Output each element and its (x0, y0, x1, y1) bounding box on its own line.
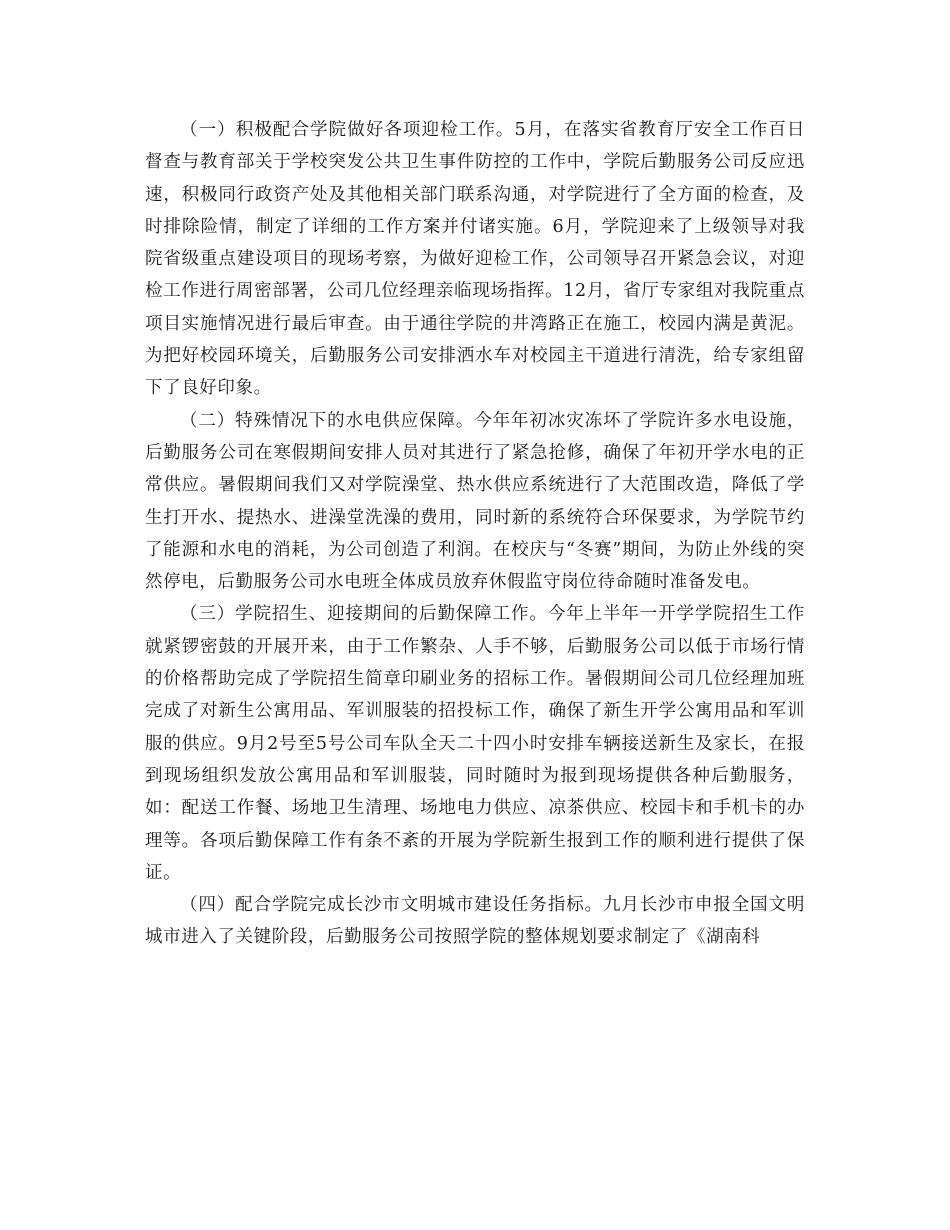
paragraph-1: （一）积极配合学院做好各项迎检工作。5月，在落实省教育厅安全工作百日督查与教育部关于学校突发公共卫生事件防控的工作中，学院后勤服务公司反应迅速，积极同行政资产处及其他相关部门联系沟通，对学院进行了全方面的检查，及时排除险情，制定了详细的工作方案并付诸实施。6月，学院迎来了上级领导对我院省级重点建设项目的现场考察，为做好迎检工作，公司领导召开紧急会议，对迎检工作进行周密部署，公司几位经理亲临现场指挥。12月，省厅专家组对我院重点项目实施情况进行最后审查。由于通往学院的井湾路正在施工，校园内满是黄泥。为把好校园环境关，后勤服务公司安排洒水车对校园主干道进行清洗，给专家组留下了良好印象。 (145, 120, 805, 399)
paragraph-2: （二）特殊情况下的水电供应保障。今年年初冰灾冻坏了学院许多水电设施，后勤服务公司在寒假期间安排人员对其进行了紧急抢修，确保了年初开学水电的正常供应。暑假期间我们又对学院澡堂、热水供应系统进行了大范围改造，降低了学生打开水、提热水、进澡堂洗澡的费用，同时新的系统符合环保要求，为学院节约了能源和水电的消耗，为公司创造了利润。在校庆与“冬赛”期间，为防止外线的突然停电，后勤服务公司水电班全体成员放弃休假监守岗位待命随时准备发电。 (145, 410, 805, 593)
paragraph-4: （四）配合学院完成长沙市文明城市建设任务指标。九月长沙市申报全国文明城市进入了关键阶段，后勤服务公司按照学院的整体规划要求制定了《湖南科 (145, 895, 805, 948)
document-body (145, 114, 805, 954)
paragraph-3: （三）学院招生、迎接期间的后勤保障工作。今年上半年一开学学院招生工作就紧锣密鼓的开展开来，由于工作繁杂、人手不够，后勤服务公司以低于市场行情的价格帮助完成了学院招生简章印刷业务的招标工作。暑假期间公司几位经理加班完成了对新生公寓用品、军训服装的招投标工作，确保了新生开学公寓用品和军训服的供应。9月2号至5号公司车队全天二十四小时安排车辆接送新生及家长，在报到现场组织发放公寓用品和军训服装，同时随时为报到现场提供各种后勤服务，如：配送工作餐、场地卫生清理、场地电力供应、凉茶供应、校园卡和手机卡的办理等。各项后勤保障工作有条不紊的开展为学院新生报到工作的顺利进行提供了保证。 (145, 604, 805, 883)
